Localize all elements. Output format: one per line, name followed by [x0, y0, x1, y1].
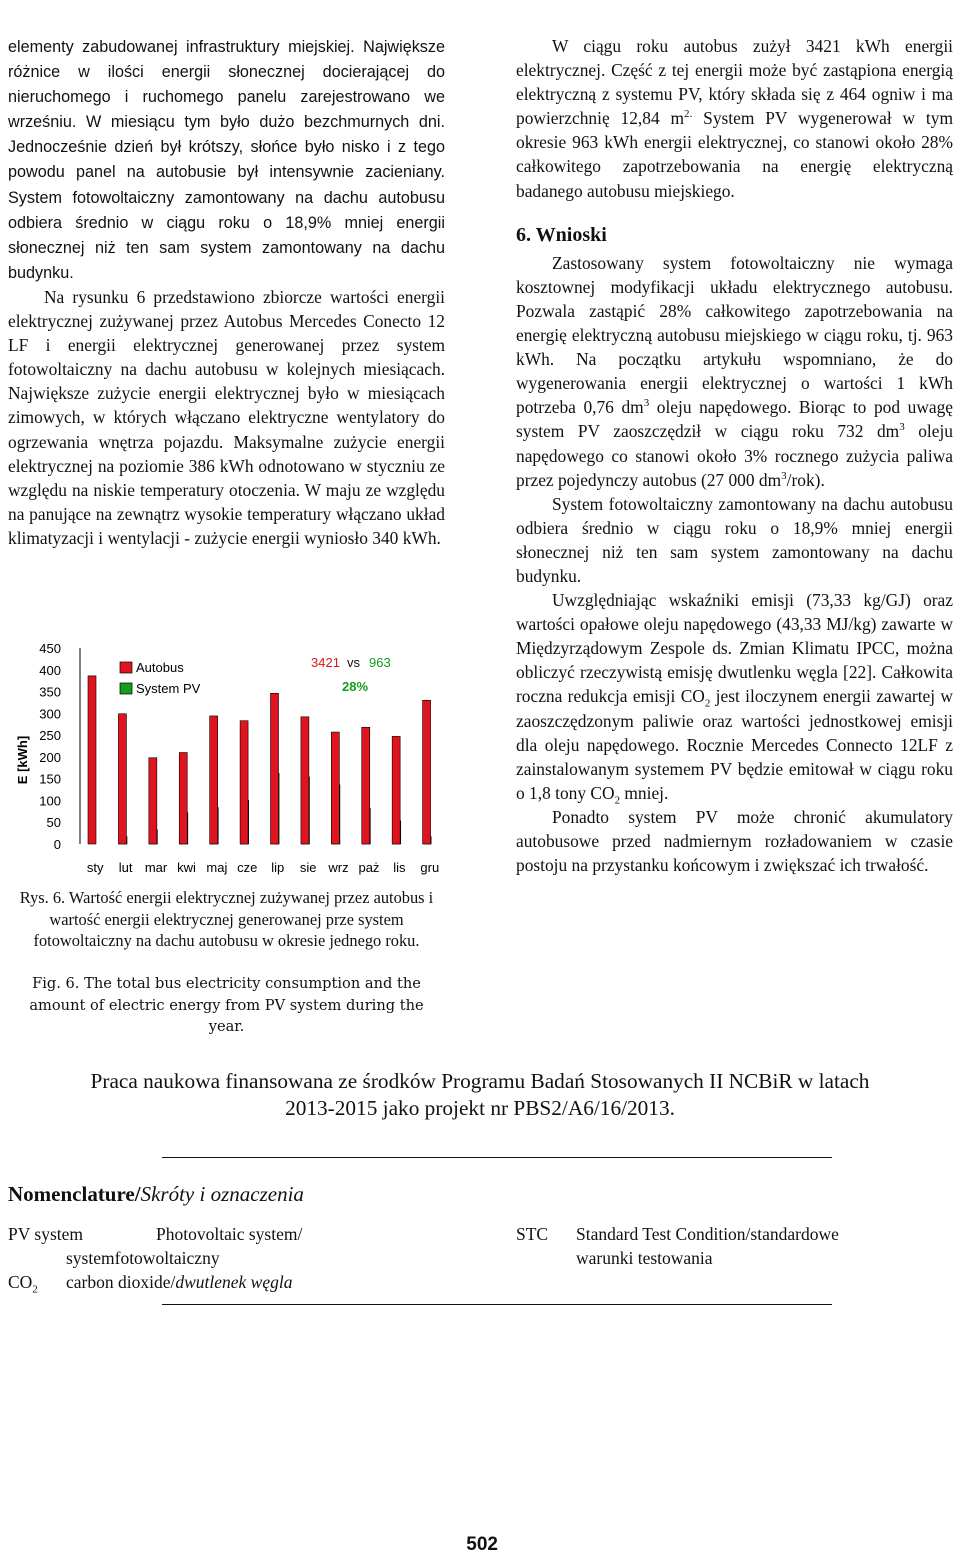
- bar-autobus-paż: [362, 727, 370, 844]
- bar-autobus-sty: [88, 676, 96, 844]
- y-tick-label: 0: [53, 837, 61, 852]
- nom-co2-term: $CO_2$: [8, 1272, 38, 1296]
- right-paragraph-2: Zastosowany system fotowoltaiczny nie wymaga kosztownej modyfikacji układu elektrycznego autobusu. Pozwala zastąpić 28% całkowitego zapotrzebowania na energię elektryczną autobusu miejskiego w ciągu roku, tj. 963 kWh. Na początku artykułu wspomniano, że do wygenerowania energii elektrycznej o wartości 1 kWh potrzeba 0,76 $dm^3$ oleju napędowego. Biorąc to pod uwagę system PV zaoszczędził w ciągu roku 732 $dm^3$ oleju napędowego co stanowi około 3% rocznego zużycia paliwa przez pojedynczy autobus (27 000 $dm^3/rok$).: [516, 252, 954, 490]
- funding-line-2: 2013-2015 jako projekt nr PBS2/A6/16/2013.: [285, 1096, 675, 1120]
- nom-stc-def-2: warunki testowania: [576, 1248, 713, 1268]
- bar-autobus-mar: [149, 758, 157, 844]
- bar-autobus-lut: [118, 714, 126, 844]
- x-tick-label: wrz: [328, 860, 349, 875]
- divider-bottom: [162, 1304, 832, 1305]
- nom-stc-def-1: Standard Test Condition/standardowe: [576, 1224, 839, 1244]
- x-tick-label: kwi: [177, 860, 196, 875]
- y-tick-label: 350: [39, 684, 61, 700]
- right-paragraph-1: W ciągu roku autobus zużył 3421 kWh energii elektrycznej. Część z tej energii może być zastąpiona energią elektryczną z systemu PV, który składa się z 464 ogniw i ma powierzchnię 12,84 $m^{2.}$ System PV wygenerował w tym okresie 963 kWh energii elektrycznej, co stanowi około 28% całkowitego zapotrzebowania na energię elektryczną badanego autobusu miejskiego.: [516, 36, 953, 201]
- left-paragraph-1: elementy zabudowanej infrastruktury miejskiej. Największe różnice w ilości energii słonecznej docierającej do nieruchomego i ruchomego panelu zarejestrowano we wrześniu. W miesiącu tym było dużo bezchmurnych dni. Jednocześnie dzień był krótszy, słońce było nisko i z tego powodu panel na autobusie był intensywnie zacieniany. System fotowoltaiczny zamontowany na dachu autobusu odbiera średnio w ciągu roku o 18,9% mniej energii słonecznej niż ten sam system zamontowany na dachu budynku.: [8, 38, 445, 282]
- bar-autobus-lip: [271, 693, 279, 844]
- divider-top: [162, 1157, 832, 1158]
- annotation-percent: 28%: [342, 679, 369, 694]
- bar-autobus-maj: [210, 716, 218, 844]
- bar-autobus-lis: [392, 736, 400, 844]
- legend-swatch-pv: [120, 683, 132, 694]
- right-column: [516, 34, 953, 877]
- right-paragraph-3: System fotowoltaiczny zamontowany na dachu autobusu odbiera średnio w ciągu roku o 18,9% mniej energii słonecznej niż ten sam system zamontowany na dachu budynku.: [516, 493, 953, 586]
- nom-pv-def-1: Photovoltaic system/: [156, 1224, 303, 1244]
- legend-label-autobus: Autobus: [136, 660, 184, 675]
- right-paragraph-4: Uwzględniając wskaźniki emisji (73,33 kg/GJ) oraz wartości opałowe oleju napędowego (43,33 MJ/kg) zawarte w Międzyrządowym Zespole ds. Zmian Klimatu IPCC, można obliczyć rzeczywistą emisję dwutlenku węgla [22]. Całkowita roczna redukcja emisji $CO_2$ jest iloczynem energii zawartej w zaoszczędzonym paliwie oraz wartości jednostkowej emisji dla oleju napędowego. Rocznie Mercedes Connecto 12LF z zainstalowanym systemem PV będzie emitował w ciągu roku o 1,8 tony $CO_2$ mniej.: [516, 590, 953, 807]
- bar-autobus-wrz: [331, 732, 339, 844]
- x-tick-label: cze: [237, 860, 258, 875]
- energy-bar-chart: [8, 634, 445, 884]
- y-tick-label: 250: [39, 728, 61, 744]
- nom-pv-def-2: systemfotowoltaiczny: [66, 1248, 220, 1268]
- legend-swatch-autobus: [120, 662, 132, 673]
- x-tick-label: gru: [420, 860, 440, 875]
- left-paragraph-2: Na rysunku 6 przedstawiono zbiorcze wartości energii elektrycznej zużywanej przez Autobus Mercedes Conecto 12 LF i energii elektrycznej generowanej przez system fotowoltaiczny na dachu autobusu w kolejnych miesiącach. Największe zużycie energii elektrycznej było w miesiącach zimowych, w których włączano elektryczne wentylatory do ogrzewania wnętrza pojazdu. Maksymalne zużycie energii elektrycznej na poziomie 386 kWh odnotowano w styczniu ze względu na niskie temperatury otoczenia. W maju ze względu na panujące na zewnątrz wysokie temperatury włączano układ klimatyzacji i wentylacji - zużycie energii wyniosło 340 kWh.: [8, 286, 445, 548]
- bar-autobus-cze: [240, 721, 248, 844]
- nom-pv-term: PV system: [8, 1224, 84, 1244]
- nom-stc-term: STC: [516, 1224, 549, 1244]
- right-paragraph-5: Ponadto system PV może chronić akumulatory autobusowe przed nadmiernym rozładowaniem w czasie postoju na przystanku końcowym i zwiększać ich trwałość.: [516, 806, 953, 876]
- bar-autobus-sie: [301, 717, 309, 844]
- figure-caption-pl: Rys. 6. Wartość energii elektrycznej zużywanej przez autobus i wartość energii elektrycznej generowanej prze system fotowoltaiczny na dachu autobusu w okresie jednego roku.: [19, 888, 434, 950]
- y-tick-label: 400: [39, 662, 61, 678]
- y-tick-label: 300: [39, 706, 61, 722]
- annotation-consumption: 3421: [311, 655, 340, 670]
- funding-line-1: Praca naukowa finansowana ze środków Programu Badań Stosowanych II NCBiR w latach: [90, 1069, 870, 1093]
- figure-caption-en: Fig. 6. The total bus electricity consumption and the amount of electric energy from PV system during the year.: [29, 975, 424, 1035]
- x-tick-label: lip: [271, 860, 285, 875]
- x-tick-label: maj: [206, 860, 228, 875]
- page-number: 502: [466, 1534, 498, 1555]
- y-tick-label: 450: [39, 641, 61, 656]
- y-tick-label: 150: [39, 771, 61, 787]
- section-heading: 6. Wnioski: [516, 223, 607, 246]
- x-tick-label: mar: [144, 860, 168, 875]
- x-tick-label: lis: [393, 860, 406, 875]
- bar-autobus-kwi: [179, 753, 187, 844]
- y-tick-label: 100: [39, 793, 61, 809]
- y-tick-label: 50: [46, 815, 61, 831]
- y-tick-label: 200: [39, 749, 61, 765]
- left-column: [8, 34, 445, 550]
- x-tick-label: paż: [358, 860, 380, 875]
- annotation-pv: 963: [369, 655, 391, 670]
- nom-co2-def: carbon dioxide/dwutlenek węgla: [66, 1272, 293, 1292]
- funding-note: [0, 1068, 960, 1122]
- x-tick-label: sty: [86, 860, 104, 875]
- bar-autobus-gru: [423, 700, 431, 844]
- nomenclature-title: Nomenclature/Skróty i oznaczenia: [8, 1182, 304, 1206]
- legend-label-pv: System PV: [136, 681, 201, 696]
- x-tick-label: lut: [118, 860, 133, 875]
- annotation-vs: vs: [347, 655, 360, 670]
- y-axis-label: E [kWh]: [15, 735, 30, 785]
- x-tick-label: sie: [299, 860, 317, 875]
